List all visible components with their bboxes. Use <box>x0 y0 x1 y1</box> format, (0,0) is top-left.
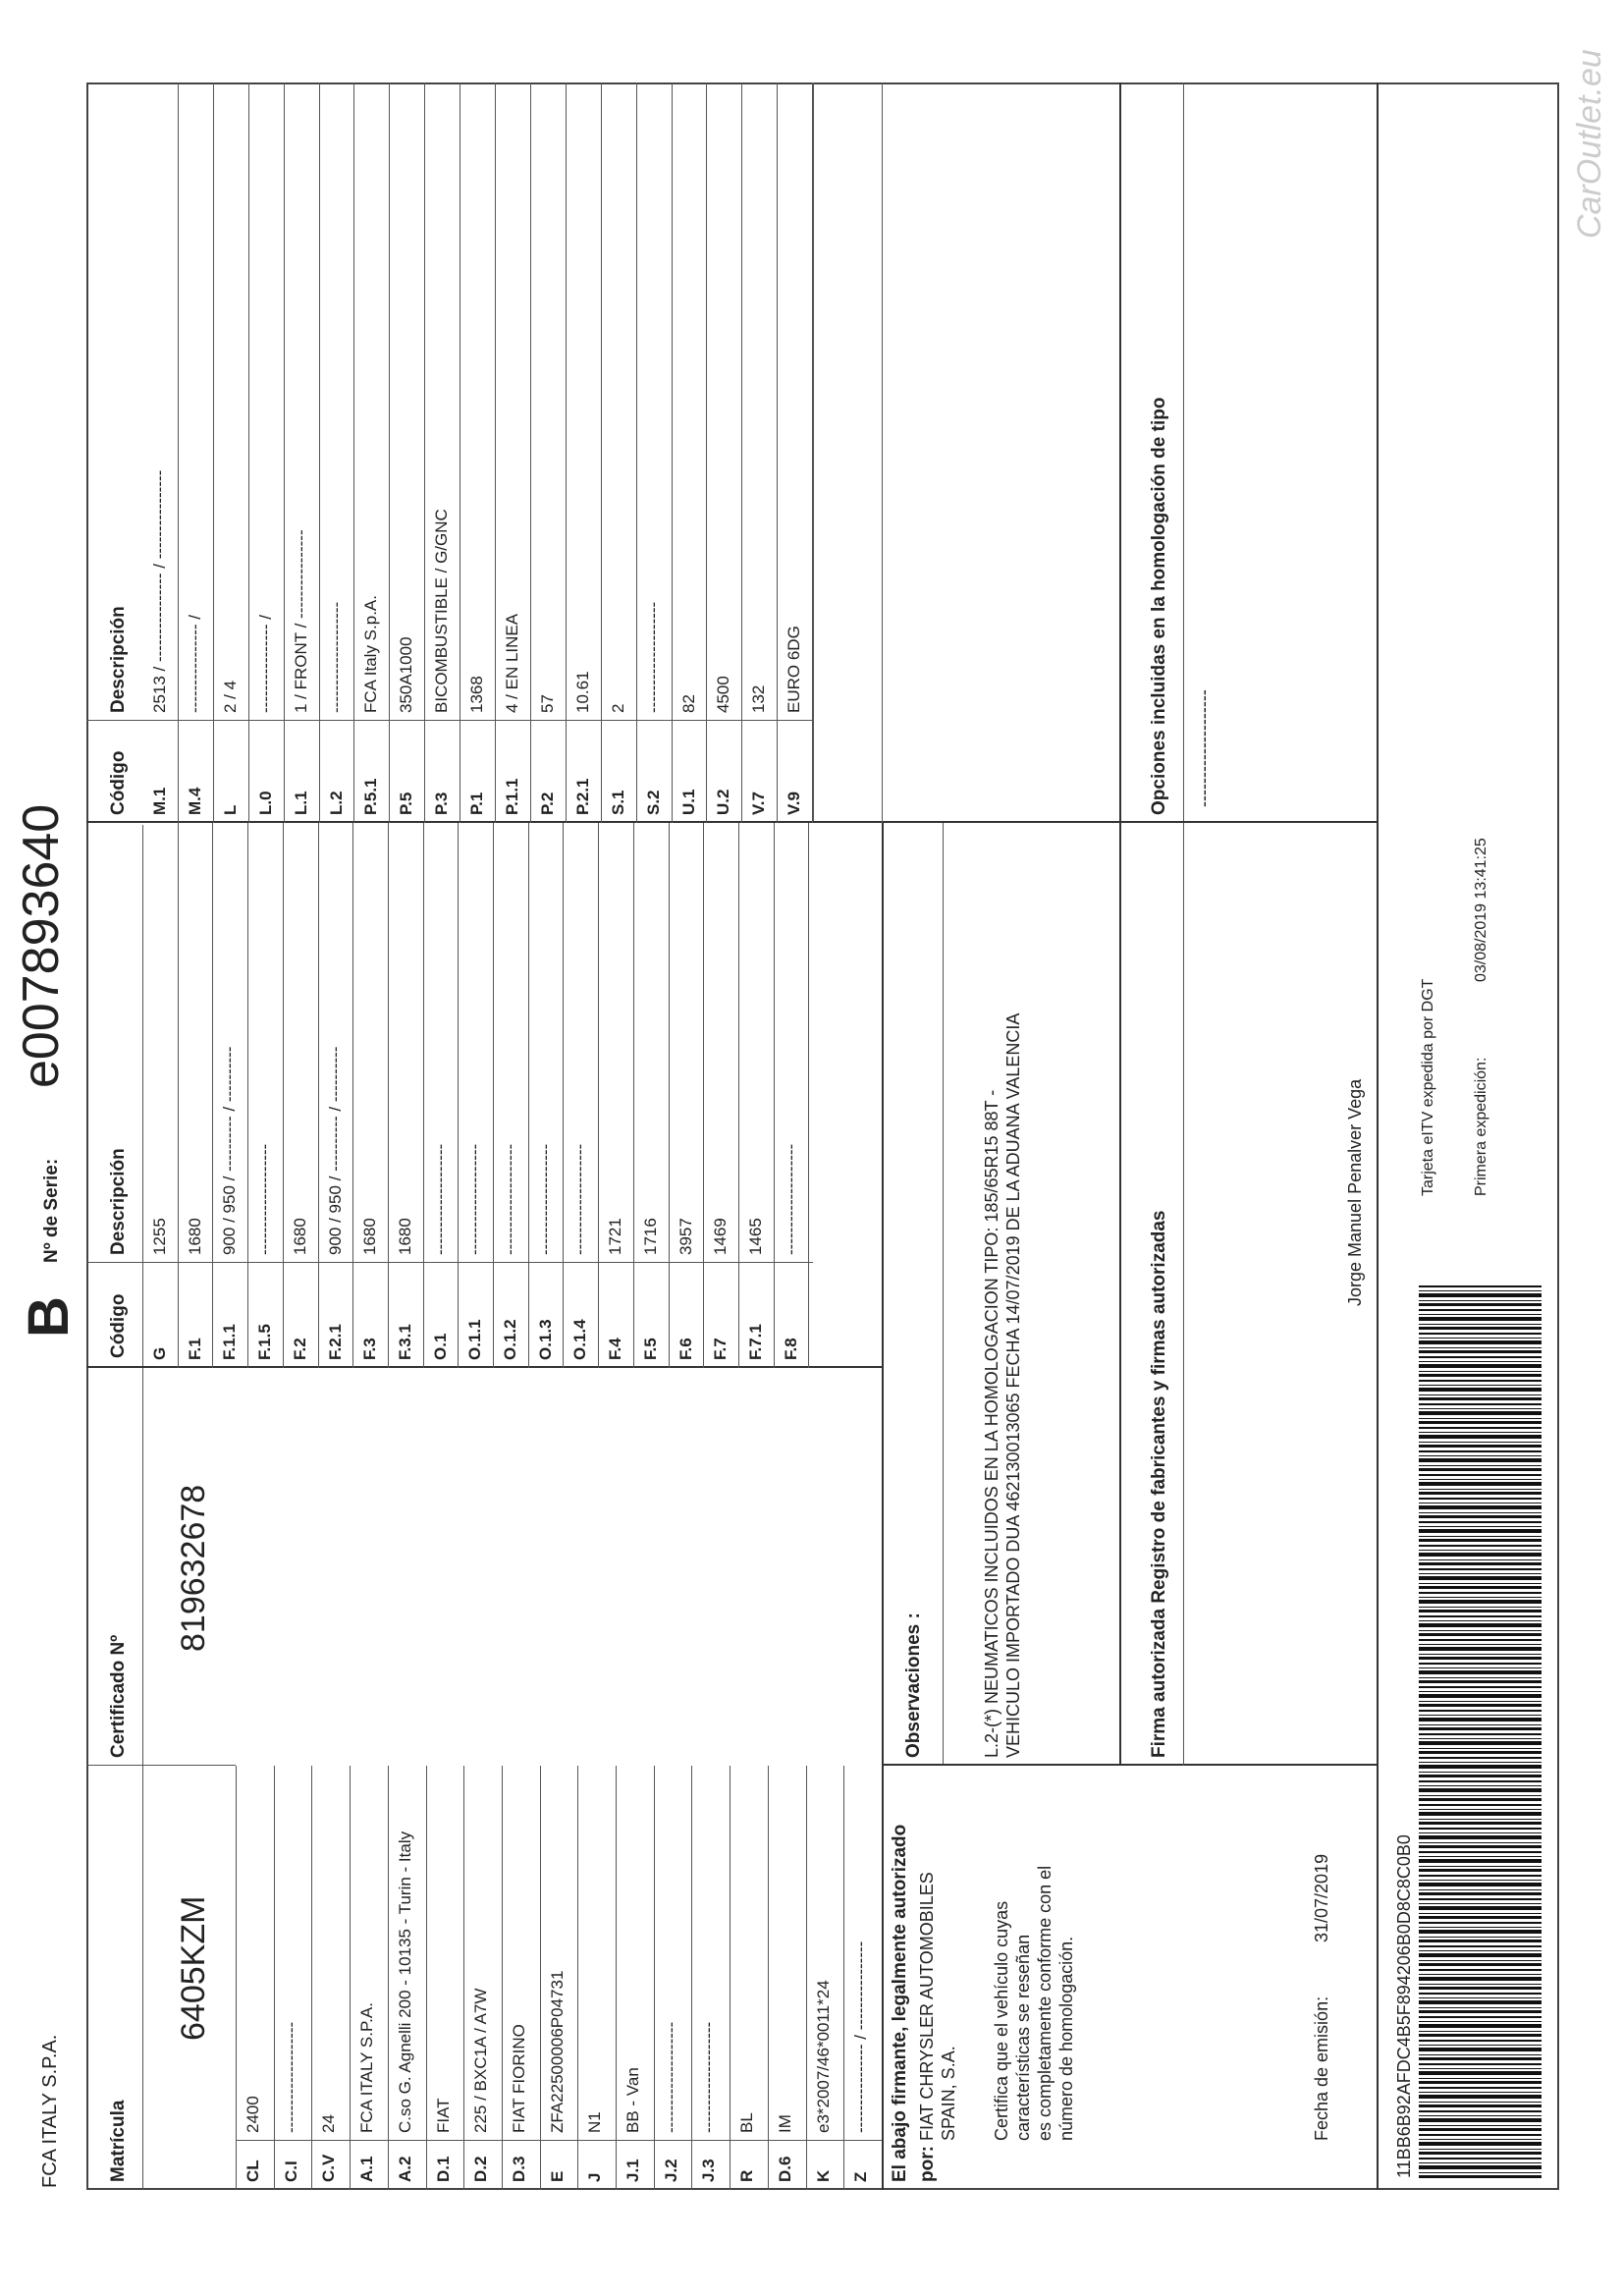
field-code: F.2 <box>290 1338 309 1360</box>
row-divider <box>463 1766 464 2190</box>
field-code: O.1.1 <box>465 1319 485 1360</box>
field-value: -------------------- <box>465 1143 485 1255</box>
field-code: CL <box>243 2159 262 2182</box>
field-value: 82 <box>678 694 698 713</box>
row-divider <box>311 1766 312 2190</box>
field-code: V.7 <box>749 792 769 815</box>
row-divider <box>654 1766 655 2190</box>
firmante-por-label: por: <box>917 2146 938 2182</box>
firma-label: Firma autorizada Registro de fabricantes y firmas autorizadas <box>1149 1210 1169 1758</box>
expedicion-value: 03/08/2019 13:41:25 <box>1473 838 1489 982</box>
cert-line-4: número de homologación. <box>1056 1936 1076 2141</box>
row-divider <box>563 823 564 1368</box>
field-code: S.2 <box>643 790 663 815</box>
field-value: 900 / 950 / ---------- / ---------- <box>220 1046 240 1255</box>
field-value: -------------------- <box>501 1143 519 1255</box>
row-divider <box>352 823 353 1368</box>
row-divider <box>424 82 425 823</box>
row-divider <box>738 823 739 1368</box>
field-code: P.5 <box>397 792 416 815</box>
field-value: 1255 <box>150 1218 169 1255</box>
field-value: 2400 <box>243 2096 262 2133</box>
row-divider <box>388 823 389 1368</box>
row-divider <box>530 82 531 823</box>
observaciones-line2: VEHICULO IMPORTADO DUA 462130013065 FECHA 14/07/2019 DE LA ADUANA VALENCIA <box>1003 1012 1023 1758</box>
matricula-value: 6405KZM <box>175 1895 212 2041</box>
field-value: FIAT <box>433 2098 453 2133</box>
field-code: C.I <box>281 2160 300 2182</box>
itv-text: Tarjeta eITV expedida por DGT <box>1420 978 1436 1196</box>
row-divider <box>691 1766 692 2190</box>
row-divider <box>806 1766 807 2190</box>
middle-code-header: Código <box>108 1293 129 1358</box>
field-code: P.1.1 <box>503 778 521 815</box>
field-value: -------------------- <box>661 2021 680 2133</box>
field-value: EURO 6DG <box>784 626 804 713</box>
field-code: M.1 <box>150 787 169 815</box>
main-frame <box>86 82 1559 2190</box>
field-code: R <box>737 2169 757 2182</box>
row-divider <box>458 823 459 1368</box>
row-divider <box>703 823 704 1368</box>
field-code: F.7.1 <box>745 1324 765 1360</box>
row-divider <box>388 1766 389 2190</box>
field-value: 2 <box>608 703 627 713</box>
field-value: -------------------- <box>326 601 346 713</box>
field-value: -------------------- <box>643 601 663 713</box>
row-divider <box>212 823 213 1368</box>
row-divider <box>423 823 424 1368</box>
field-value: 2513 / ---------------- / ---------------- <box>150 469 169 713</box>
field-value: 1680 <box>290 1218 309 1255</box>
field-code: F.4 <box>606 1338 625 1360</box>
observaciones-line1: L.2-(*) NEUMATICOS INCLUIDOS EN LA HOMOLOGACION TIPO: 185/65R15 88T - <box>982 1089 1001 1758</box>
field-value: 3957 <box>676 1218 695 1255</box>
field-value: -------------------- <box>699 2021 719 2133</box>
field-value: 4500 <box>714 676 733 713</box>
field-value: -------------------- <box>430 1143 450 1255</box>
field-code: F.3 <box>360 1338 380 1360</box>
field-code: Z <box>851 2171 871 2182</box>
cert-line-1: Certifica que el vehículo cuyas <box>992 1900 1011 2141</box>
field-value: 900 / 950 / ---------- / ---------- <box>325 1046 345 1255</box>
row-divider <box>353 82 354 823</box>
field-code: P.1 <box>467 792 487 815</box>
field-code: L.1 <box>291 791 310 815</box>
right-desc-header: Descripción <box>108 606 129 713</box>
field-code: L.2 <box>326 791 346 815</box>
row-divider <box>669 823 670 1368</box>
row-divider <box>768 1766 769 2190</box>
row-divider <box>774 823 775 1368</box>
field-code: F.1 <box>185 1338 204 1360</box>
field-value: 1721 <box>606 1218 625 1255</box>
expedicion-label: Primera expedición: <box>1473 1057 1489 1196</box>
field-value: 1680 <box>395 1218 414 1255</box>
row-divider <box>672 82 673 823</box>
barcode-text: 11BB6B92AFDC4B5F894206B0D8C8C0B0 <box>1394 1834 1414 2178</box>
row-divider <box>741 82 742 823</box>
field-value: -------------------- <box>281 2021 300 2133</box>
certificado-value: 819632678 <box>175 1484 212 1652</box>
row-divider <box>777 82 778 823</box>
row-divider <box>843 1766 844 2190</box>
field-code: F.1.1 <box>220 1324 240 1360</box>
field-code: F.3.1 <box>395 1324 414 1360</box>
field-value: 57 <box>537 694 557 713</box>
row-divider <box>493 823 494 1368</box>
field-value: ---------------- / <box>185 614 204 713</box>
field-code: D.1 <box>433 2156 453 2182</box>
field-code: P.5.1 <box>361 778 381 815</box>
field-value: BL <box>737 2112 757 2133</box>
field-value: -------------------- <box>255 1143 275 1255</box>
field-code: O.1.4 <box>570 1319 590 1360</box>
opciones-label: Opciones incluidas en la homologación de tipo <box>1149 397 1169 815</box>
field-code: V.9 <box>784 792 804 815</box>
row-divider <box>247 823 248 1368</box>
row-divider <box>706 82 707 823</box>
field-code: U.1 <box>678 789 698 815</box>
field-code: K <box>813 2169 833 2182</box>
middle-desc-header: Descripción <box>108 1148 129 1255</box>
serie-number: e007893640 <box>13 803 70 1088</box>
row-divider <box>577 1766 578 2190</box>
firma-signer: Jorge Manuel Penalver Vega <box>1345 1078 1365 1306</box>
firmante-company-line1: FIAT CHRYSLER AUTOMOBILES <box>917 1872 937 2141</box>
field-code: J.3 <box>699 2159 719 2182</box>
field-value: BB - Van <box>623 2067 642 2133</box>
field-code: P.3 <box>432 792 452 815</box>
row-divider <box>178 823 179 1368</box>
field-value: 10.61 <box>572 671 592 713</box>
row-divider <box>213 82 214 823</box>
observaciones-label: Observaciones : <box>903 1613 924 1758</box>
field-value: -------------------- <box>535 1143 555 1255</box>
field-code: L.0 <box>255 791 275 815</box>
row-divider <box>274 1766 275 2190</box>
firmante-title: El abajo firmante, legalmente autorizado <box>890 1824 910 2182</box>
field-code: D.6 <box>775 2156 794 2182</box>
field-code: P.2 <box>537 792 557 815</box>
field-value: 1680 <box>185 1218 204 1255</box>
row-divider <box>636 82 637 823</box>
field-value: ---------------- / ---------------- <box>851 1941 871 2133</box>
field-value: FCA ITALY S.P.A. <box>357 2002 377 2133</box>
row-divider <box>601 82 602 823</box>
row-divider <box>502 1766 503 2190</box>
field-value: ZFA22500006P04731 <box>547 1970 567 2133</box>
field-value: FCA Italy S.p.A. <box>361 595 381 713</box>
field-code: E <box>547 2170 567 2182</box>
field-code: F.2.1 <box>325 1324 345 1360</box>
row-divider <box>566 82 567 823</box>
field-value: -------------------- <box>570 1143 590 1255</box>
field-code: O.1.2 <box>501 1319 519 1360</box>
row-divider <box>495 82 496 823</box>
field-value: IM <box>775 2114 794 2133</box>
row-divider <box>284 82 285 823</box>
right-code-header: Código <box>108 750 129 815</box>
field-value: 1680 <box>360 1218 380 1255</box>
field-value: 2 / 4 <box>220 680 240 713</box>
form-letter: B <box>17 1296 81 1338</box>
cert-line-2: características se reseñan <box>1013 1934 1033 2141</box>
field-value: -------------------- <box>781 1143 800 1255</box>
field-code: O.1.3 <box>535 1319 555 1360</box>
barcode <box>1419 1285 1542 2178</box>
field-code: J <box>585 2172 605 2182</box>
row-divider <box>808 823 809 1368</box>
field-code: A.1 <box>357 2156 377 2182</box>
field-value: 4 / EN LINEA <box>503 613 521 713</box>
field-value: 1469 <box>711 1218 730 1255</box>
firmante-company-line2: SPAIN, S.A. <box>939 2046 958 2141</box>
field-code: G <box>150 1346 169 1360</box>
field-code: F.5 <box>640 1338 660 1360</box>
matricula-label: Matrícula <box>108 2100 129 2182</box>
field-code: U.2 <box>714 789 733 815</box>
row-divider <box>540 1766 541 2190</box>
field-value: 350A1000 <box>397 636 416 713</box>
field-value: 24 <box>319 2114 339 2133</box>
field-value: ---------------- / <box>255 614 275 713</box>
row-divider <box>616 1766 617 2190</box>
field-code: L <box>220 804 240 815</box>
opciones-value: -------------------- <box>1194 689 1214 807</box>
field-code: A.2 <box>395 2156 414 2182</box>
field-code: S.1 <box>608 790 627 815</box>
field-code: F.6 <box>676 1338 695 1360</box>
field-code: D.2 <box>471 2156 491 2182</box>
certificado-label: Certificado Nº <box>108 1634 129 1758</box>
field-code: D.3 <box>509 2156 528 2182</box>
row-divider <box>283 823 284 1368</box>
row-divider <box>318 823 319 1368</box>
field-value: e3*2007/46*0011*24 <box>813 1980 833 2133</box>
field-value: 1716 <box>640 1218 660 1255</box>
row-divider <box>319 82 320 823</box>
row-divider <box>389 82 390 823</box>
field-code: F.7 <box>711 1338 730 1360</box>
row-divider <box>248 82 249 823</box>
field-code: F.1.5 <box>255 1324 275 1360</box>
field-value: BICOMBUSTIBLE / G/GNC <box>432 509 452 713</box>
field-code: J.1 <box>623 2159 642 2182</box>
field-value: FIAT FIORINO <box>509 2024 528 2133</box>
field-value: 225 / BXC1A / A7W <box>471 1988 491 2133</box>
fecha-emision-value: 31/07/2019 <box>1312 1853 1331 1942</box>
field-code: O.1 <box>430 1333 450 1360</box>
field-value: 1 / FRONT / ---------------- <box>291 529 310 713</box>
fecha-emision-label: Fecha de emisión: <box>1312 1995 1331 2141</box>
field-code: M.4 <box>185 787 204 815</box>
row-divider <box>350 1766 351 2190</box>
field-code: J.2 <box>661 2159 680 2182</box>
watermark: CarOutlet.eu <box>1571 49 1608 239</box>
field-value: N1 <box>585 2111 605 2133</box>
row-divider <box>528 823 529 1368</box>
field-value: 1368 <box>467 676 487 713</box>
serie-label: Nº de Serie: <box>41 1158 62 1263</box>
field-value: 1465 <box>745 1218 765 1255</box>
row-divider <box>633 823 634 1368</box>
field-code: P.2.1 <box>572 778 592 815</box>
field-value: 132 <box>749 684 769 713</box>
field-value: C.so G. Agnelli 200 - 10135 - Turin - Italy <box>395 1831 414 2133</box>
row-divider <box>178 82 179 823</box>
cert-line-3: es completamente conforme con el <box>1035 1865 1055 2141</box>
field-code: C.V <box>319 2154 339 2182</box>
field-code: F.8 <box>781 1338 800 1360</box>
row-divider <box>598 823 599 1368</box>
company-header: FCA ITALY S.P.A. <box>39 2034 61 2188</box>
row-divider <box>426 1766 427 2190</box>
